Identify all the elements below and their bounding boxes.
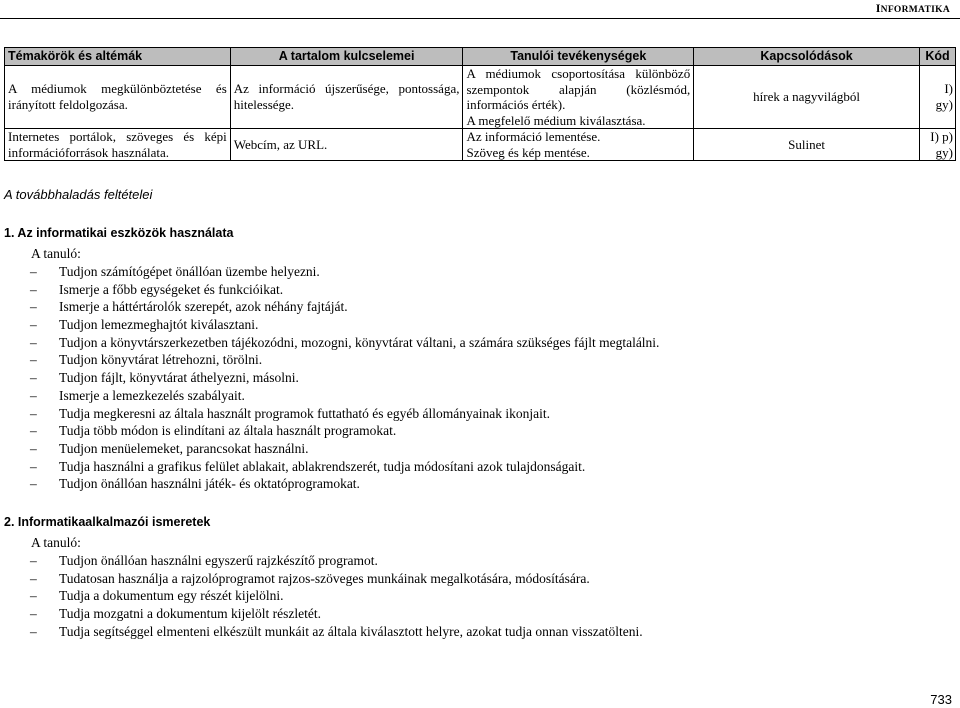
- table-cell-topic: A médiumok megkülönböztetése és irányított feldolgozása.: [5, 66, 231, 129]
- list-item-text: Tudjon lemezmeghajtót kiválasztani.: [59, 317, 259, 333]
- running-title-initial: I: [875, 1, 881, 15]
- curriculum-table: [4, 47, 956, 161]
- dash-bullet: –: [30, 423, 37, 439]
- page-header: [0, 0, 960, 22]
- list-item: [4, 369, 944, 387]
- table-cell-activity: [463, 66, 694, 129]
- dash-bullet: –: [30, 334, 37, 350]
- page-number: 733: [930, 692, 952, 707]
- list-item-text: Tudjon menüelemeket, parancsokat használni.: [59, 440, 309, 456]
- running-title-rest: NFORMATIKA: [880, 5, 950, 15]
- dash-bullet: –: [30, 476, 37, 492]
- activity-line-1: A médiumok csoportosítása különböző szempontok alapján (közlésmód, információs érték).: [466, 66, 691, 112]
- table-cell-links: Sulinet: [694, 129, 920, 161]
- list-item: [4, 440, 944, 458]
- list-item-text: Ismerje a főbb egységeket és funkcióikat.: [59, 281, 284, 297]
- activity-line-2: A megfelelő médium kiválasztása.: [466, 112, 646, 128]
- requirements-list: [4, 263, 944, 493]
- list-item-text: Tudja több módon is elindítani az általa használt programokat.: [59, 423, 397, 439]
- list-item: [4, 334, 944, 352]
- dash-bullet: –: [30, 370, 37, 386]
- section-title: 1. Az informatikai eszközök használata: [4, 226, 234, 240]
- code-line-1: I) p): [930, 129, 953, 144]
- list-item: [4, 316, 944, 334]
- section-title: 2. Informatikaalkalmazói ismeretek: [4, 515, 211, 529]
- list-item-text: Tudja használni a grafikus felület ablakait, ablakrendszerét, tudja módosítani azok tulajdonságait.: [59, 458, 586, 474]
- student-label: A tanuló:: [31, 246, 81, 261]
- section-heading-progression: A továbbhaladás feltételei: [4, 187, 153, 202]
- list-item-text: Ismerje a lemezkezelés szabályait.: [59, 387, 245, 403]
- list-item: [4, 405, 944, 423]
- table-cell-links: hírek a nagyvilágból: [694, 66, 920, 129]
- table-cell-code: [919, 66, 955, 129]
- activity-line-2: Szöveg és kép mentése.: [466, 144, 590, 160]
- dash-bullet: –: [30, 317, 37, 333]
- list-item: [4, 605, 944, 623]
- student-label: A tanuló:: [31, 535, 81, 550]
- requirements-section-1: [4, 226, 944, 493]
- list-item-text: Ismerje a háttértárolók szerepét, azok néhány fajtáját.: [59, 299, 348, 315]
- dash-bullet: –: [30, 606, 37, 622]
- header-rule: [0, 18, 960, 19]
- table-cell-topic: Internetes portálok, szöveges és képi információforrások használata.: [5, 129, 231, 161]
- dash-bullet: –: [30, 299, 37, 315]
- list-item: [4, 298, 944, 316]
- list-item-text: Tudjon a könyvtárszerkezetben tájékozódni, mozogni, könyvtárat váltani, a számára szükséges fájlt megtalálni.: [59, 334, 660, 350]
- column-header-links: Kapcsolódások: [694, 48, 920, 66]
- list-item: [4, 475, 944, 493]
- list-item: [4, 351, 944, 369]
- table-header-row: [5, 48, 956, 66]
- dash-bullet: –: [30, 570, 37, 586]
- list-item-text: Tudatosan használja a rajzolóprogramot rajzos-szöveges munkáinak megalkotására, módosítására.: [59, 570, 590, 586]
- dash-bullet: –: [30, 588, 37, 604]
- dash-bullet: –: [30, 623, 37, 639]
- requirements-list: [4, 552, 944, 640]
- dash-bullet: –: [30, 352, 37, 368]
- list-item: [4, 422, 944, 440]
- table-row: [5, 129, 956, 161]
- dash-bullet: –: [30, 264, 37, 279]
- list-item: [4, 570, 944, 588]
- list-item-text: Tudja mozgatni a dokumentum kijelölt részletét.: [59, 606, 321, 622]
- code-line-2: gy): [935, 144, 953, 160]
- list-item-text: Tudja segítséggel elmenteni elkészült munkáit az általa kiválasztott helyre, azokat tudja onnan visszatölteni.: [59, 623, 643, 639]
- list-item-text: Tudjon könyvtárat létrehozni, törölni.: [59, 352, 263, 368]
- code-line-2: gy): [935, 96, 953, 112]
- code-line-1: I): [944, 81, 953, 96]
- list-item: [4, 281, 944, 299]
- list-item: [4, 587, 944, 605]
- list-item-text: Tudjon önállóan használni játék- és oktatóprogramokat.: [59, 476, 360, 492]
- list-item: [4, 387, 944, 405]
- running-title: [876, 1, 950, 16]
- column-header-topics: Témakörök és altémák: [5, 48, 231, 66]
- dash-bullet: –: [30, 281, 37, 297]
- table-cell-key: Webcím, az URL.: [230, 129, 463, 161]
- list-item-text: Tudjon önállóan használni egyszerű rajzkészítő programot.: [59, 553, 378, 568]
- list-item: [4, 458, 944, 476]
- table-row: [5, 66, 956, 129]
- requirements-section-2: [4, 515, 944, 640]
- table-cell-activity: [463, 129, 694, 161]
- list-item: [4, 263, 944, 281]
- activity-line-1: Az információ lementése.: [466, 129, 601, 144]
- column-header-key-elements: A tartalom kulcselemei: [230, 48, 463, 66]
- table-cell-key: Az információ újszerűsége, pontossága, hitelessége.: [230, 66, 463, 129]
- dash-bullet: –: [30, 405, 37, 421]
- dash-bullet: –: [30, 458, 37, 474]
- list-item-text: Tudjon fájlt, könyvtárat áthelyezni, másolni.: [59, 370, 299, 386]
- column-header-code: Kód: [919, 48, 955, 66]
- table-cell-code: [919, 129, 955, 161]
- column-header-activities: Tanulói tevékenységek: [463, 48, 694, 66]
- list-item-text: Tudja a dokumentum egy részét kijelölni.: [59, 588, 284, 604]
- dash-bullet: –: [30, 440, 37, 456]
- list-item-text: Tudja megkeresni az általa használt programok futtatható és egyéb állományainak ikonjait.: [59, 405, 550, 421]
- list-item-text: Tudjon számítógépet önállóan üzembe helyezni.: [59, 264, 320, 279]
- list-item: [4, 552, 944, 570]
- dash-bullet: –: [30, 387, 37, 403]
- list-item: [4, 623, 944, 641]
- dash-bullet: –: [30, 553, 37, 568]
